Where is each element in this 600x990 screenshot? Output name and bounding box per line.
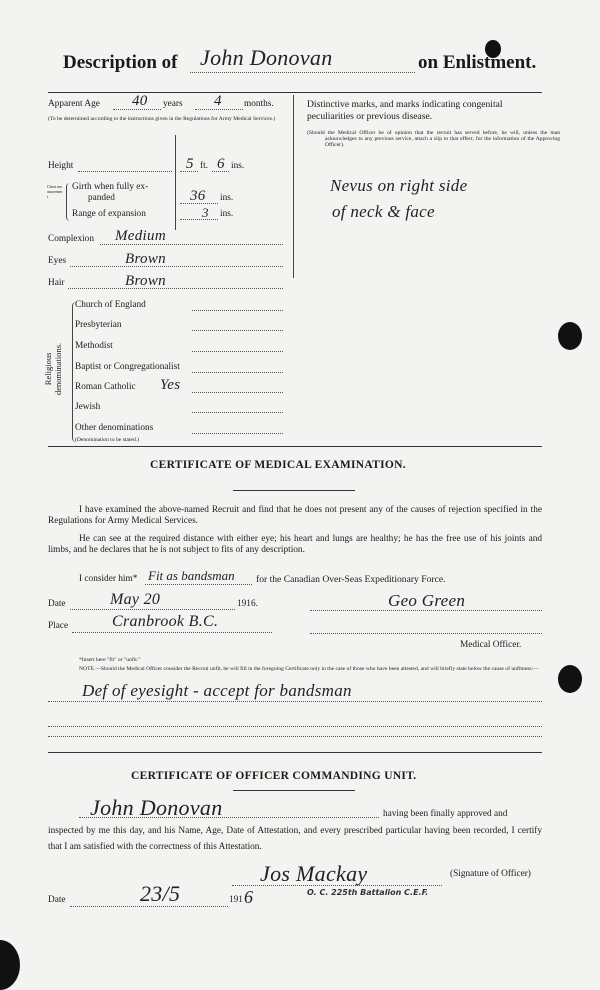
punch-hole [558,322,582,350]
height-label: Height [48,161,74,171]
religion-label-2: denominations. [53,342,63,395]
commanding-name-value: John Donovan [90,795,223,820]
range-value: 3 [202,205,209,220]
age-years: 40 [132,93,148,109]
complexion-label: Complexion [48,234,94,244]
religion-label: Baptist or Congregationalist [75,362,180,372]
religion-label: Other denominations [75,423,154,433]
girth-ins-label: ins. [220,193,234,203]
other-denomination-note: (Denomination to be stated.) [75,437,140,443]
marks-note: (Should the Medical Officer be of opinion that the recruit has served before, he will, unless the man acknowledges to any previous service, attach a slip to that effect, for the information of the Approving Officer). [307,130,560,148]
range-label: Range of expansion [72,209,146,219]
commanding-officer-signature: Jos Mackay [260,861,368,886]
medical-year-value: 1916. [237,599,258,609]
marks-value-1: Nevus on right side [330,176,468,195]
girth-label: Girth when fully ex- [72,182,149,192]
age-months: 4 [214,93,222,109]
consider-value: Fit as bandsman [148,568,235,583]
commanding-date-value: 23/5 [140,881,181,906]
chest-label: Chest measurement [47,184,63,199]
religion-label: Jewish [75,402,101,412]
commanding-date-label: Date [48,895,66,905]
height-in: 6 [217,156,225,172]
punch-hole [0,940,20,990]
marks-heading: Distinctive marks, and marks indicating congenital [307,99,503,110]
commanding-certificate-heading: CERTIFICATE OF OFFICER COMMANDING UNIT. [131,770,417,782]
officer-stamp: O. C. 225th Battalion C.E.F. [307,888,429,897]
medical-certificate-heading: CERTIFICATE OF MEDICAL EXAMINATION. [150,459,406,471]
religion-value: Yes [160,377,181,393]
unfitness-value: Def of eyesight - accept for bandsman [82,681,352,700]
ins-label: ins. [231,161,245,171]
unfit-note: NOTE.—Should the Medical Officer consider the Recruit unfit, he will fill in the foregoing Certificate only in the case of those who have been attested, and will briefly state below the cause of unfitness:— [79,666,539,672]
religion-label: Church of England [75,300,146,310]
consider-label: I consider him* [79,574,138,584]
marks-value-2: of neck & face [332,202,435,221]
recruit-name: John Donovan [200,45,333,70]
height-ft: 5 [186,156,194,172]
place-value: Cranbrook B.C. [112,613,219,630]
medical-para-1: I have examined the above-named Recruit and find that he does not present any of the causes of rejection specified in the Regulations for Army Medical Services. [48,505,542,526]
punch-hole [558,665,582,693]
commanding-year-value: 6 [244,887,254,907]
title-prefix: Description of [63,52,178,73]
commanding-text-2: inspected by me this day, and his Name, Age, Date of Attestation, and every prescribed particular having been recorded, I certify that I am satisfied with the correctness of this Attestation. [48,826,542,852]
religion-label: Methodist [75,341,113,351]
insert-note: *Insert here "fit" or "unfit." [79,657,141,663]
age-label: Apparent Age [48,99,100,109]
eyes-label: Eyes [48,256,67,266]
medical-officer-signature: Geo Green [388,591,466,610]
range-ins-label: ins. [220,209,234,219]
medical-date-value: May 20 [110,591,161,608]
marks-heading-2: peculiarities or previous disease. [307,111,433,122]
complexion-value: Medium [115,228,166,244]
place-label: Place [48,621,69,631]
date-label: Date [48,599,66,609]
religion-side-label [43,343,63,395]
commanding-year-prefix: 191 [229,895,243,905]
girth-label-2: panded [88,193,115,203]
consider-suffix: for the Canadian Over-Seas Expeditionary Force. [256,574,446,585]
medical-para-2: He can see at the required distance with either eye; his heart and lungs are healthy; he has the free use of his joints and limbs, and he declares that he is not subject to fits of any description. [48,534,542,555]
page-title [63,52,178,74]
signature-label: (Signature of Officer) [450,869,531,879]
eyes-value: Brown [125,251,166,267]
commanding-text-1: having been finally approved and [383,809,508,819]
girth-value: 36 [190,188,206,204]
hair-label: Hair [48,278,65,288]
religion-label: Presbyterian [75,320,122,330]
hair-value: Brown [125,273,166,289]
medical-officer-label: Medical Officer. [460,640,522,650]
ft-label: ft. [200,161,209,171]
religion-label: Roman Catholic [75,382,136,392]
title-suffix: on Enlistment. [418,52,537,73]
religion-label-1: Religious [43,352,53,386]
months-label: months. [244,99,274,109]
age-note: (To be determined according to the instructions given in the Regulations for Army Medical Services.) [48,116,276,122]
years-label: years [163,99,183,109]
